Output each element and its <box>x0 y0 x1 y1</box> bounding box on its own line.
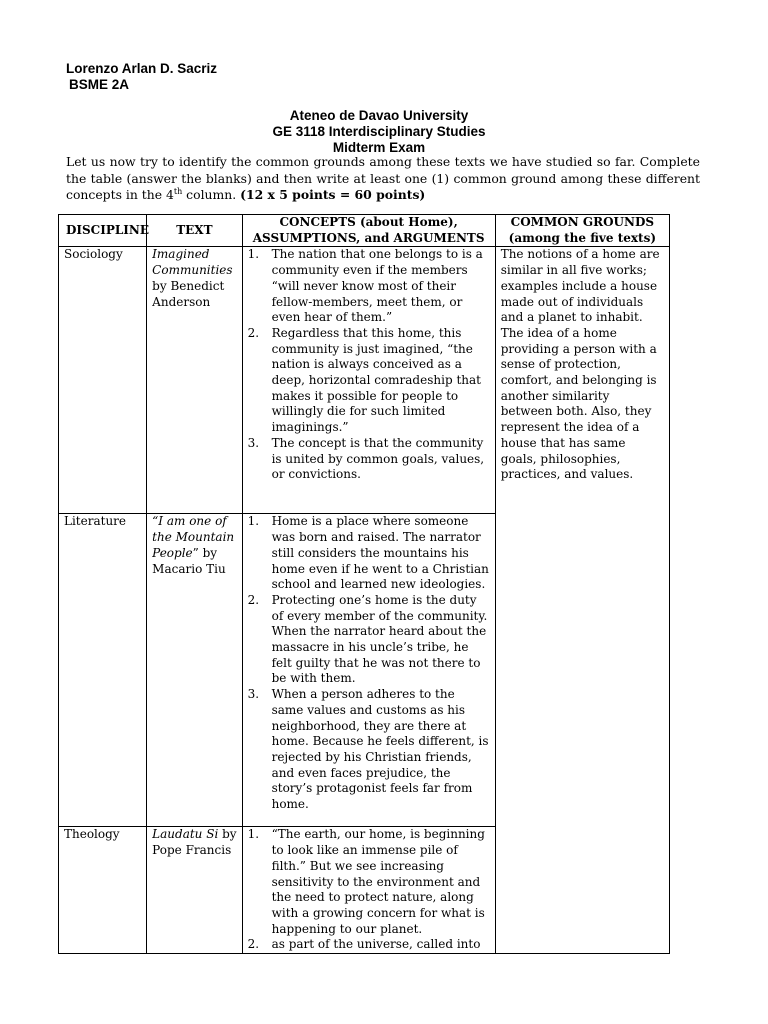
header-common-line1: COMMON GROUNDS <box>510 215 655 229</box>
instructions <box>66 154 700 204</box>
common-grounds-text: The notions of a home are similar in all five works; examples include a house made out of individuals and a planet to inhabit. The idea of a home providing a person with a sense of protection, comfort, and belonging is another similarity between both. Also, they represent the idea of a house that has same goals, philosophies, practices, and values. <box>500 247 660 482</box>
university-name: Ateneo de Davao University <box>289 108 469 123</box>
item-number: 1. <box>247 247 260 262</box>
row-text-title: Imagined Communities <box>152 247 233 278</box>
list-item <box>248 326 490 436</box>
item-number: 3. <box>247 687 260 702</box>
row-text <box>147 827 242 954</box>
instructions-text-after: column. <box>182 187 241 202</box>
list-item <box>248 514 490 593</box>
row-concepts <box>242 514 495 827</box>
list-item <box>248 687 490 813</box>
item-number: 3. <box>247 435 260 450</box>
row-concepts <box>242 247 495 514</box>
list-item <box>248 247 490 326</box>
row-text-author: by Benedict Anderson <box>152 278 225 309</box>
table-header-row <box>59 215 670 247</box>
item-number: 1. <box>247 514 260 529</box>
row-concepts <box>242 827 495 954</box>
header-text: TEXT <box>147 215 242 247</box>
header-concepts-line2: ASSUMPTIONS, and ARGUMENTS <box>252 230 485 245</box>
header-common-line2: (among the five texts) <box>508 230 657 245</box>
header-common-grounds <box>495 215 669 247</box>
exam-title: Midterm Exam <box>332 140 426 155</box>
instructions-points: (12 x 5 points = 60 points) <box>240 187 426 202</box>
list-item <box>248 827 490 937</box>
instructions-text: Let us now try to identify the common grounds among these texts we have studied so far. Complete the table (answer the blanks) and then write at least one (1) common ground among these different concepts in the 4 <box>66 154 700 202</box>
exam-header <box>58 108 700 156</box>
instructions-superscript: th <box>173 186 183 196</box>
list-item <box>248 436 490 483</box>
item-text: When a person adheres to the same values and customs as his neighborhood, they are there at home. Because he feels different, is rejected by his Christian friends, and even faces prejudice, the story’s protagonist feels far from home. <box>271 687 489 812</box>
list-item <box>248 593 490 687</box>
list-item <box>248 937 490 953</box>
item-text: Protecting one’s home is the duty of every member of the community. When the narrator heard about the massacre in his uncle’s tribe, he felt guilty that he was not there to be with them. <box>271 592 488 686</box>
header-concepts <box>242 215 495 247</box>
item-number: 2. <box>247 325 260 340</box>
author-program: BSME 2A <box>69 77 130 92</box>
row-text <box>147 514 242 827</box>
row-text-author: ” by Macario Tiu <box>152 545 226 576</box>
row-discipline: Theology <box>59 827 147 954</box>
author-name: Lorenzo Arlan D. Sacriz <box>66 61 218 76</box>
item-text: Home is a place where someone was born and raised. The narrator still considers the mountains his home even if he went to a Christian school and learned new ideologies. <box>271 514 489 592</box>
concepts-list <box>248 827 490 953</box>
row-discipline: Sociology <box>59 247 147 514</box>
item-text: The concept is that the community is united by common goals, values, or convictions. <box>271 435 485 482</box>
concepts-list <box>248 514 490 812</box>
item-text: The nation that one belongs to is a community even if the members “will never know most of their fellow-members, meet them, or even hear of them.” <box>271 247 483 325</box>
row-discipline: Literature <box>59 514 147 827</box>
author-block <box>66 61 217 93</box>
item-text: as part of the universe, called into <box>271 937 481 952</box>
header-concepts-line1: CONCEPTS (about Home), <box>279 215 458 229</box>
item-number: 2. <box>247 592 260 607</box>
item-text: Regardless that this home, this community is just imagined, “the nation is always conceived as a deep, horizontal comradeship that makes it possible for people to willingly die for such limited imaginings.” <box>271 325 481 435</box>
item-number: 1. <box>247 827 260 842</box>
item-number: 2. <box>247 937 260 952</box>
table-row <box>59 247 670 514</box>
row-text-title: Laudatu Si <box>152 827 219 842</box>
row-text-author: by Pope Francis <box>152 827 237 858</box>
item-text: “The earth, our home, is beginning to look like an immense pile of filth.” But we see increasing sensitivity to the environment and the need to protect nature, along with a growing concern for what is happening to our planet. <box>271 827 485 936</box>
exam-table <box>58 214 670 954</box>
header-discipline: DISCIPLINE <box>59 215 147 247</box>
row-text-title: “I am one of the Mountain People <box>152 514 235 560</box>
course-title: GE 3118 Interdisciplinary Studies <box>272 124 486 139</box>
row-text <box>147 247 242 514</box>
concepts-list <box>248 247 490 483</box>
common-grounds-cell <box>495 247 669 954</box>
